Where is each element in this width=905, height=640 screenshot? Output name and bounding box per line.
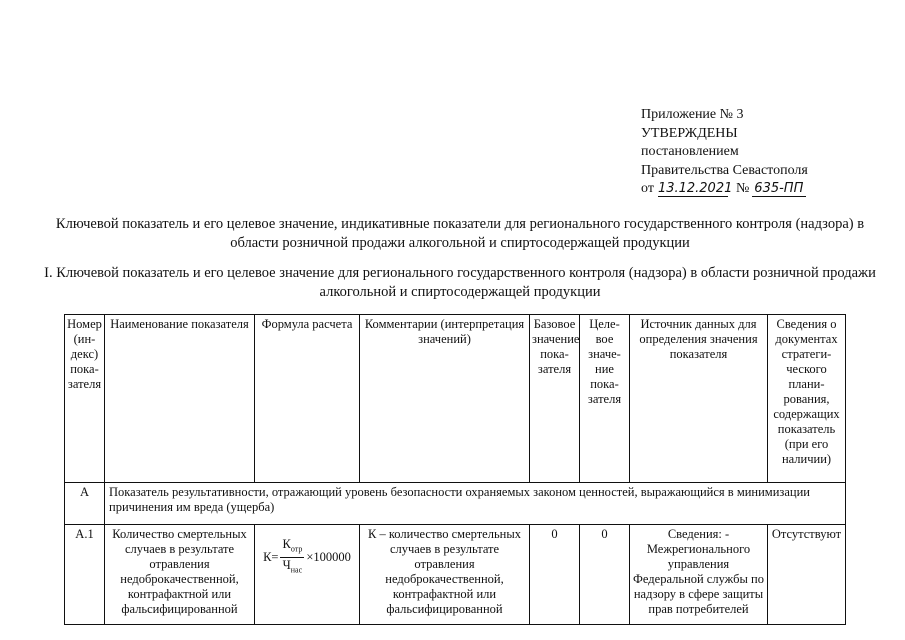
row-target-value: 0 xyxy=(580,525,630,625)
section-title: I. Ключевой показатель и его целевое значение для регионального государственного контроля (надзора) в области розничной продажи алкогольной и спиртосодержащей продукции xyxy=(44,265,876,300)
document-title: Ключевой показатель и его целевое значение, индикативные показатели для регионального государственного контроля (надзора) в области розничной продажи алкогольной и спиртосодержащей продукции xyxy=(55,216,865,251)
formula-fraction xyxy=(280,537,304,577)
table-section-row xyxy=(65,483,846,525)
header-comment: Комментарии (интерпретация значений) xyxy=(360,315,530,483)
approved-label: УТВЕРЖДЕНЫ xyxy=(641,125,738,141)
number-prefix: № xyxy=(735,181,750,196)
date-number-line xyxy=(641,180,808,199)
numerator-symbol: К xyxy=(282,537,291,551)
denominator-subscript: нас xyxy=(290,565,303,574)
row-documents: Отсутствуют xyxy=(768,525,846,625)
table-header-row xyxy=(65,315,846,483)
formula-denominator xyxy=(281,558,305,578)
header-name: Наименование показателя xyxy=(105,315,255,483)
row-source: Сведения: - Межрегионального управления Федеральной службы по надзору в сфере защиты прав потребителей xyxy=(630,525,768,625)
date-prefix: от xyxy=(641,181,654,196)
header-base-value: Базовое значение пока-зателя xyxy=(530,315,580,483)
row-base-value: 0 xyxy=(530,525,580,625)
header-source: Источник данных для определения значения показателя xyxy=(630,315,768,483)
header-formula: Формула расчета xyxy=(255,315,360,483)
formula-lhs: К= xyxy=(263,549,279,564)
row-indicator-name: Количество смертельных случаев в результате отравления недоброкачественной, контрафактной или фальсифицированной xyxy=(105,525,255,625)
formula-numerator xyxy=(280,537,304,558)
header-target-value: Целе-вое значе-ние пока-зателя xyxy=(580,315,630,483)
handwritten-date: 13.12.2021 xyxy=(657,181,733,196)
denominator-symbol: Ч xyxy=(282,557,291,572)
resolution-label: постановлением xyxy=(641,144,739,159)
row-index: А.1 xyxy=(65,525,105,625)
section-index: А xyxy=(65,483,105,525)
government-label: Правительства Севастополя xyxy=(641,162,808,178)
row-comment: К – количество смертельных случаев в результате отравления недоброкачественной, контрафактной или фальсифицированной xyxy=(360,525,530,625)
formula-expression xyxy=(257,537,357,577)
row-formula xyxy=(255,525,360,625)
indicators-table xyxy=(64,314,846,625)
section-text: Показатель результативности, отражающий уровень безопасности охраняемых законом ценностей, выражающийся в минимизации причинения им вреда (ущерба) xyxy=(105,483,846,525)
handwritten-number: 635-ПП xyxy=(752,181,806,197)
appendix-label: Приложение № 3 xyxy=(641,107,744,122)
header-index: Номер (ин-декс) пока-зателя xyxy=(65,315,105,483)
numerator-subscript: отр xyxy=(290,544,303,554)
formula-tail: ×100000 xyxy=(306,549,351,564)
table-row xyxy=(65,525,846,625)
header-documents: Сведения о документах стратеги-ческого плани-рования, содержащих показатель (при его наличии) xyxy=(768,315,846,483)
approval-block xyxy=(641,106,808,199)
